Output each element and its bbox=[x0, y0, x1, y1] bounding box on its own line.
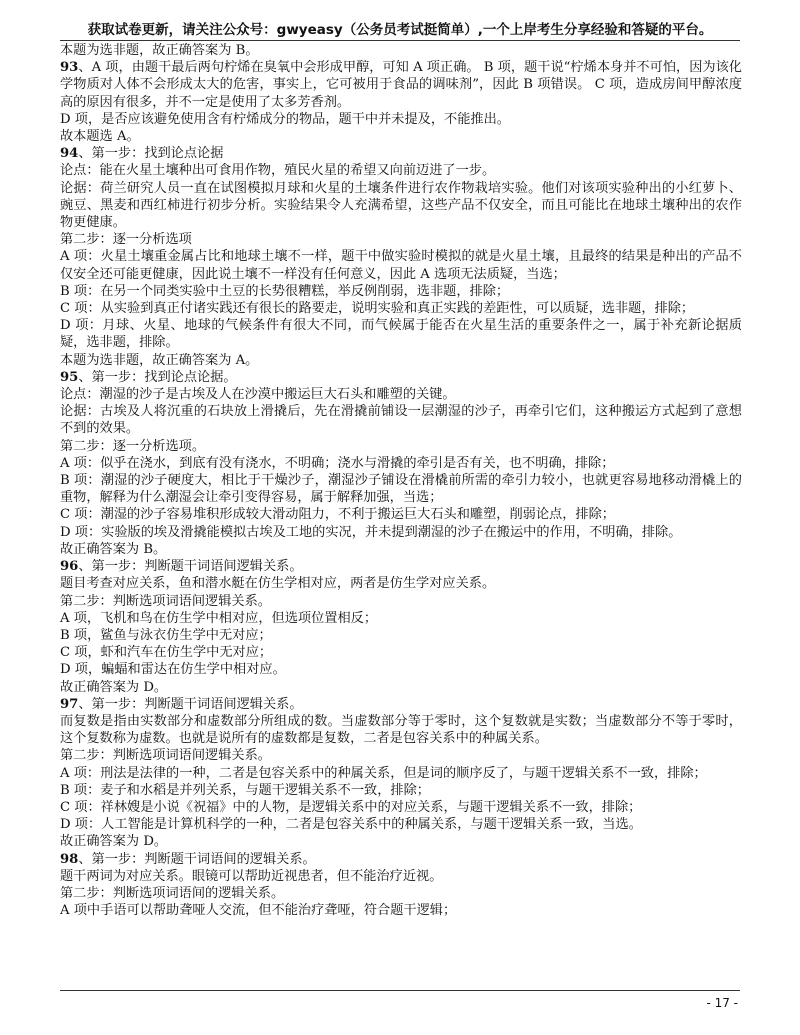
text-line bbox=[60, 868, 742, 885]
question-number: 98 bbox=[60, 851, 79, 867]
text-line bbox=[60, 59, 742, 111]
line-text: 论点：能在火星土壤种出可食用作物，殖民火星的希望又向前迈进了一步。 bbox=[60, 163, 496, 179]
line-text: A 项：火星土壤重金属占比和地球土壤不一样，题干中做实验时模拟的就是火星土壤，且最终的结果是种出的产品不仅安全还可能更健康，因此说土壤不一样没有任何意义，因此 A 选项无法质疑，当选； bbox=[60, 249, 742, 282]
text-line bbox=[60, 524, 742, 541]
line-text: C 项，虾和汽车在仿生学中无对应； bbox=[60, 645, 273, 661]
line-text: 题干两词为对应关系。眼镜可以帮助近视患者，但不能治疗近视。 bbox=[60, 868, 443, 884]
text-line bbox=[60, 42, 742, 59]
page-number: - 17 - bbox=[706, 996, 738, 1010]
line-text: 、第一步：找到论点论据。 bbox=[78, 369, 237, 385]
line-text: 第二步：逐一分析选项。 bbox=[60, 438, 206, 454]
text-line bbox=[60, 403, 742, 437]
line-text: 、第一步：判断题干词语间逻辑关系。 bbox=[78, 559, 303, 575]
line-text: 第二步：判断选项词语间逻辑关系。 bbox=[60, 593, 271, 609]
line-text: 故本题选 A。 bbox=[60, 129, 140, 145]
line-text: B 项：在另一个同类实验中土豆的长势很糟糕，举反例削弱，选非题，排除； bbox=[60, 283, 510, 299]
text-line bbox=[60, 472, 742, 506]
text-line bbox=[60, 851, 742, 868]
line-text: C 项：从实验到真正付诸实践还有很长的路要走，说明实验和真正实践的差距性，可以质疑，选非题，排除； bbox=[60, 301, 695, 317]
text-line bbox=[60, 799, 742, 816]
line-text: A 项：似乎在浇水，到底有没有浇水，不明确；浇水与滑撬的牵引是否有关，也不明确，排除； bbox=[60, 455, 615, 471]
text-line bbox=[60, 248, 742, 282]
text-line bbox=[60, 111, 742, 128]
line-text: B 项：潮湿的沙子硬度大，相比于干燥沙子，潮湿沙子铺设在滑橇前所需的牵引力较小，也就更容易地移动滑橇上的重物，解释为什么潮湿会让牵引变得容易，属于解释加强，当选； bbox=[60, 473, 742, 506]
text-line bbox=[60, 455, 742, 472]
line-text: 论据：荷兰研究人员一直在试图模拟月球和火星的土壤条件进行农作物栽培实验。他们对该项实验种出的小红萝卜、豌豆、黑麦和西红柿进行初步分析。实验结果令人充满希望，这些产品不仅安全，而且可能比在地球土壤种出的农作物更健康。 bbox=[60, 180, 742, 231]
line-text: 论点：潮湿的沙子是古埃及人在沙漠中搬运巨大石头和雕塑的关键。 bbox=[60, 387, 456, 403]
text-line bbox=[60, 438, 742, 455]
text-line bbox=[60, 833, 742, 850]
text-line bbox=[60, 317, 742, 351]
question-number: 95 bbox=[60, 369, 79, 385]
question-number: 93 bbox=[60, 60, 79, 76]
line-text: B 项，鲨鱼与泳衣仿生学中无对应； bbox=[60, 627, 272, 643]
line-text: 本题为选非题，故正确答案为 A。 bbox=[60, 352, 259, 368]
line-text: 而复数是指由实数部分和虚数部分所组成的数。当虚数部分等于零时，这个复数就是实数；当虚数部分不等于零时，这个复数称为虚数。也就是说所有的虚数都是复数，二者是包容关系中的种属关系。 bbox=[60, 713, 742, 747]
line-text: D 项：月球、火星、地球的气候条件有很大不同，而气候属于能否在火星生活的重要条件之一，属于补充新论据质疑，选非题，排除。 bbox=[60, 318, 742, 351]
line-text: D 项：实验版的埃及滑撬能模拟古埃及工地的实况，并未提到潮湿的沙子在搬运中的作用，不明确，排除。 bbox=[60, 524, 682, 540]
line-text: A 项中手语可以帮助聋哑人交流，但不能治疗聋哑，符合题干逻辑； bbox=[60, 903, 457, 919]
text-line bbox=[60, 541, 742, 558]
text-line bbox=[60, 610, 742, 627]
text-line bbox=[60, 300, 742, 317]
line-text: 、第一步：判断题干词语间的逻辑关系。 bbox=[78, 851, 316, 867]
text-line bbox=[60, 644, 742, 661]
text-line bbox=[60, 816, 742, 833]
line-text: 第二步：判断选项词语间的逻辑关系。 bbox=[60, 885, 285, 901]
text-line bbox=[60, 283, 742, 300]
line-text: C 项：祥林嫂是小说《祝福》中的人物，是逻辑关系中的对应关系，与题干逻辑关系不一致，排除； bbox=[60, 799, 642, 815]
line-text: 本题为选非题，故正确答案为 B。 bbox=[60, 43, 259, 58]
line-text: A 项，飞机和鸟在仿生学中相对应，但选项位置相反； bbox=[60, 610, 378, 626]
text-line bbox=[60, 747, 742, 764]
text-line bbox=[60, 713, 742, 747]
text-line bbox=[60, 593, 742, 610]
text-line bbox=[60, 128, 742, 145]
text-line bbox=[60, 369, 742, 386]
line-text: 、第一步：找到论点论据 bbox=[78, 146, 224, 162]
line-text: 故正确答案为 D。 bbox=[60, 834, 168, 850]
text-line bbox=[60, 231, 742, 248]
line-text: 第二步：判断选项词语间逻辑关系。 bbox=[60, 748, 271, 764]
text-line bbox=[60, 352, 742, 369]
question-number: 96 bbox=[60, 559, 79, 575]
line-text: 故正确答案为 B。 bbox=[60, 541, 167, 557]
line-text: 、第一步：判断题干词语间逻辑关系。 bbox=[78, 696, 303, 712]
text-line bbox=[60, 180, 742, 232]
document-body bbox=[60, 42, 742, 919]
line-text: D 项，是否应该避免使用含有柠烯成分的物品，题干中并未提及，不能推出。 bbox=[60, 111, 510, 127]
text-line bbox=[60, 661, 742, 678]
text-line bbox=[60, 386, 742, 403]
question-number: 94 bbox=[60, 146, 79, 162]
footer-divider bbox=[60, 990, 740, 991]
text-line bbox=[60, 506, 742, 523]
text-line bbox=[60, 575, 742, 592]
line-text: D 项，蝙蝠和雷达在仿生学中相对应。 bbox=[60, 662, 286, 678]
line-text: 第二步：逐一分析选项 bbox=[60, 232, 192, 248]
text-line bbox=[60, 679, 742, 696]
text-line bbox=[60, 765, 742, 782]
text-line bbox=[60, 885, 742, 902]
text-line bbox=[60, 696, 742, 713]
line-text: 论据：古埃及人将沉重的石块放上滑撬后，先在滑撬前铺设一层潮湿的沙子，再牵引它们，这种搬运方式起到了意想不到的效果。 bbox=[60, 404, 742, 437]
question-number: 97 bbox=[60, 696, 79, 712]
line-text: A 项：刑法是法律的一种，二者是包容关系中的种属关系，但是词的顺序反了，与题干逻辑关系不一致，排除； bbox=[60, 765, 707, 781]
page-header: 获取试卷更新，请关注公众号：gwyeasy（公务员考试挺简单）,一个上岸考生分享经验和答疑的平台。 bbox=[87, 22, 713, 38]
line-text: 、A 项，由题干最后两句柠烯在臭氧中会形成甲醇，可知 A 项正确。 B 项，题干说“柠烯本身并不可怕，因为该化学物质对人体不会形成太大的危害，事实上，它可被用于食品的调味剂”，因此 B 项错误。 C 项，造成房间甲醇浓度高的原因有很多，并不一定是使用了太多芳香剂。 bbox=[60, 60, 742, 110]
text-line bbox=[60, 902, 742, 919]
line-text: 题目考查对应关系，鱼和潜水艇在仿生学相对应，两者是仿生学对应关系。 bbox=[60, 576, 496, 592]
text-line bbox=[60, 782, 742, 799]
line-text: C 项：潮湿的沙子容易堆积形成较大滑动阻力，不利于搬运巨大石头和雕塑，削弱论点，排除； bbox=[60, 507, 615, 523]
text-line bbox=[60, 627, 742, 644]
line-text: 故正确答案为 D。 bbox=[60, 679, 168, 695]
line-text: D 项：人工智能是计算机科学的一种，二者是包容关系中的种属关系，与题干逻辑关系一致，当选。 bbox=[60, 817, 642, 833]
header-divider bbox=[60, 40, 740, 41]
text-line bbox=[60, 558, 742, 575]
text-line bbox=[60, 145, 742, 162]
text-line bbox=[60, 162, 742, 179]
line-text: B 项：麦子和水稻是并列关系，与题干逻辑关系不一致，排除； bbox=[60, 782, 430, 798]
